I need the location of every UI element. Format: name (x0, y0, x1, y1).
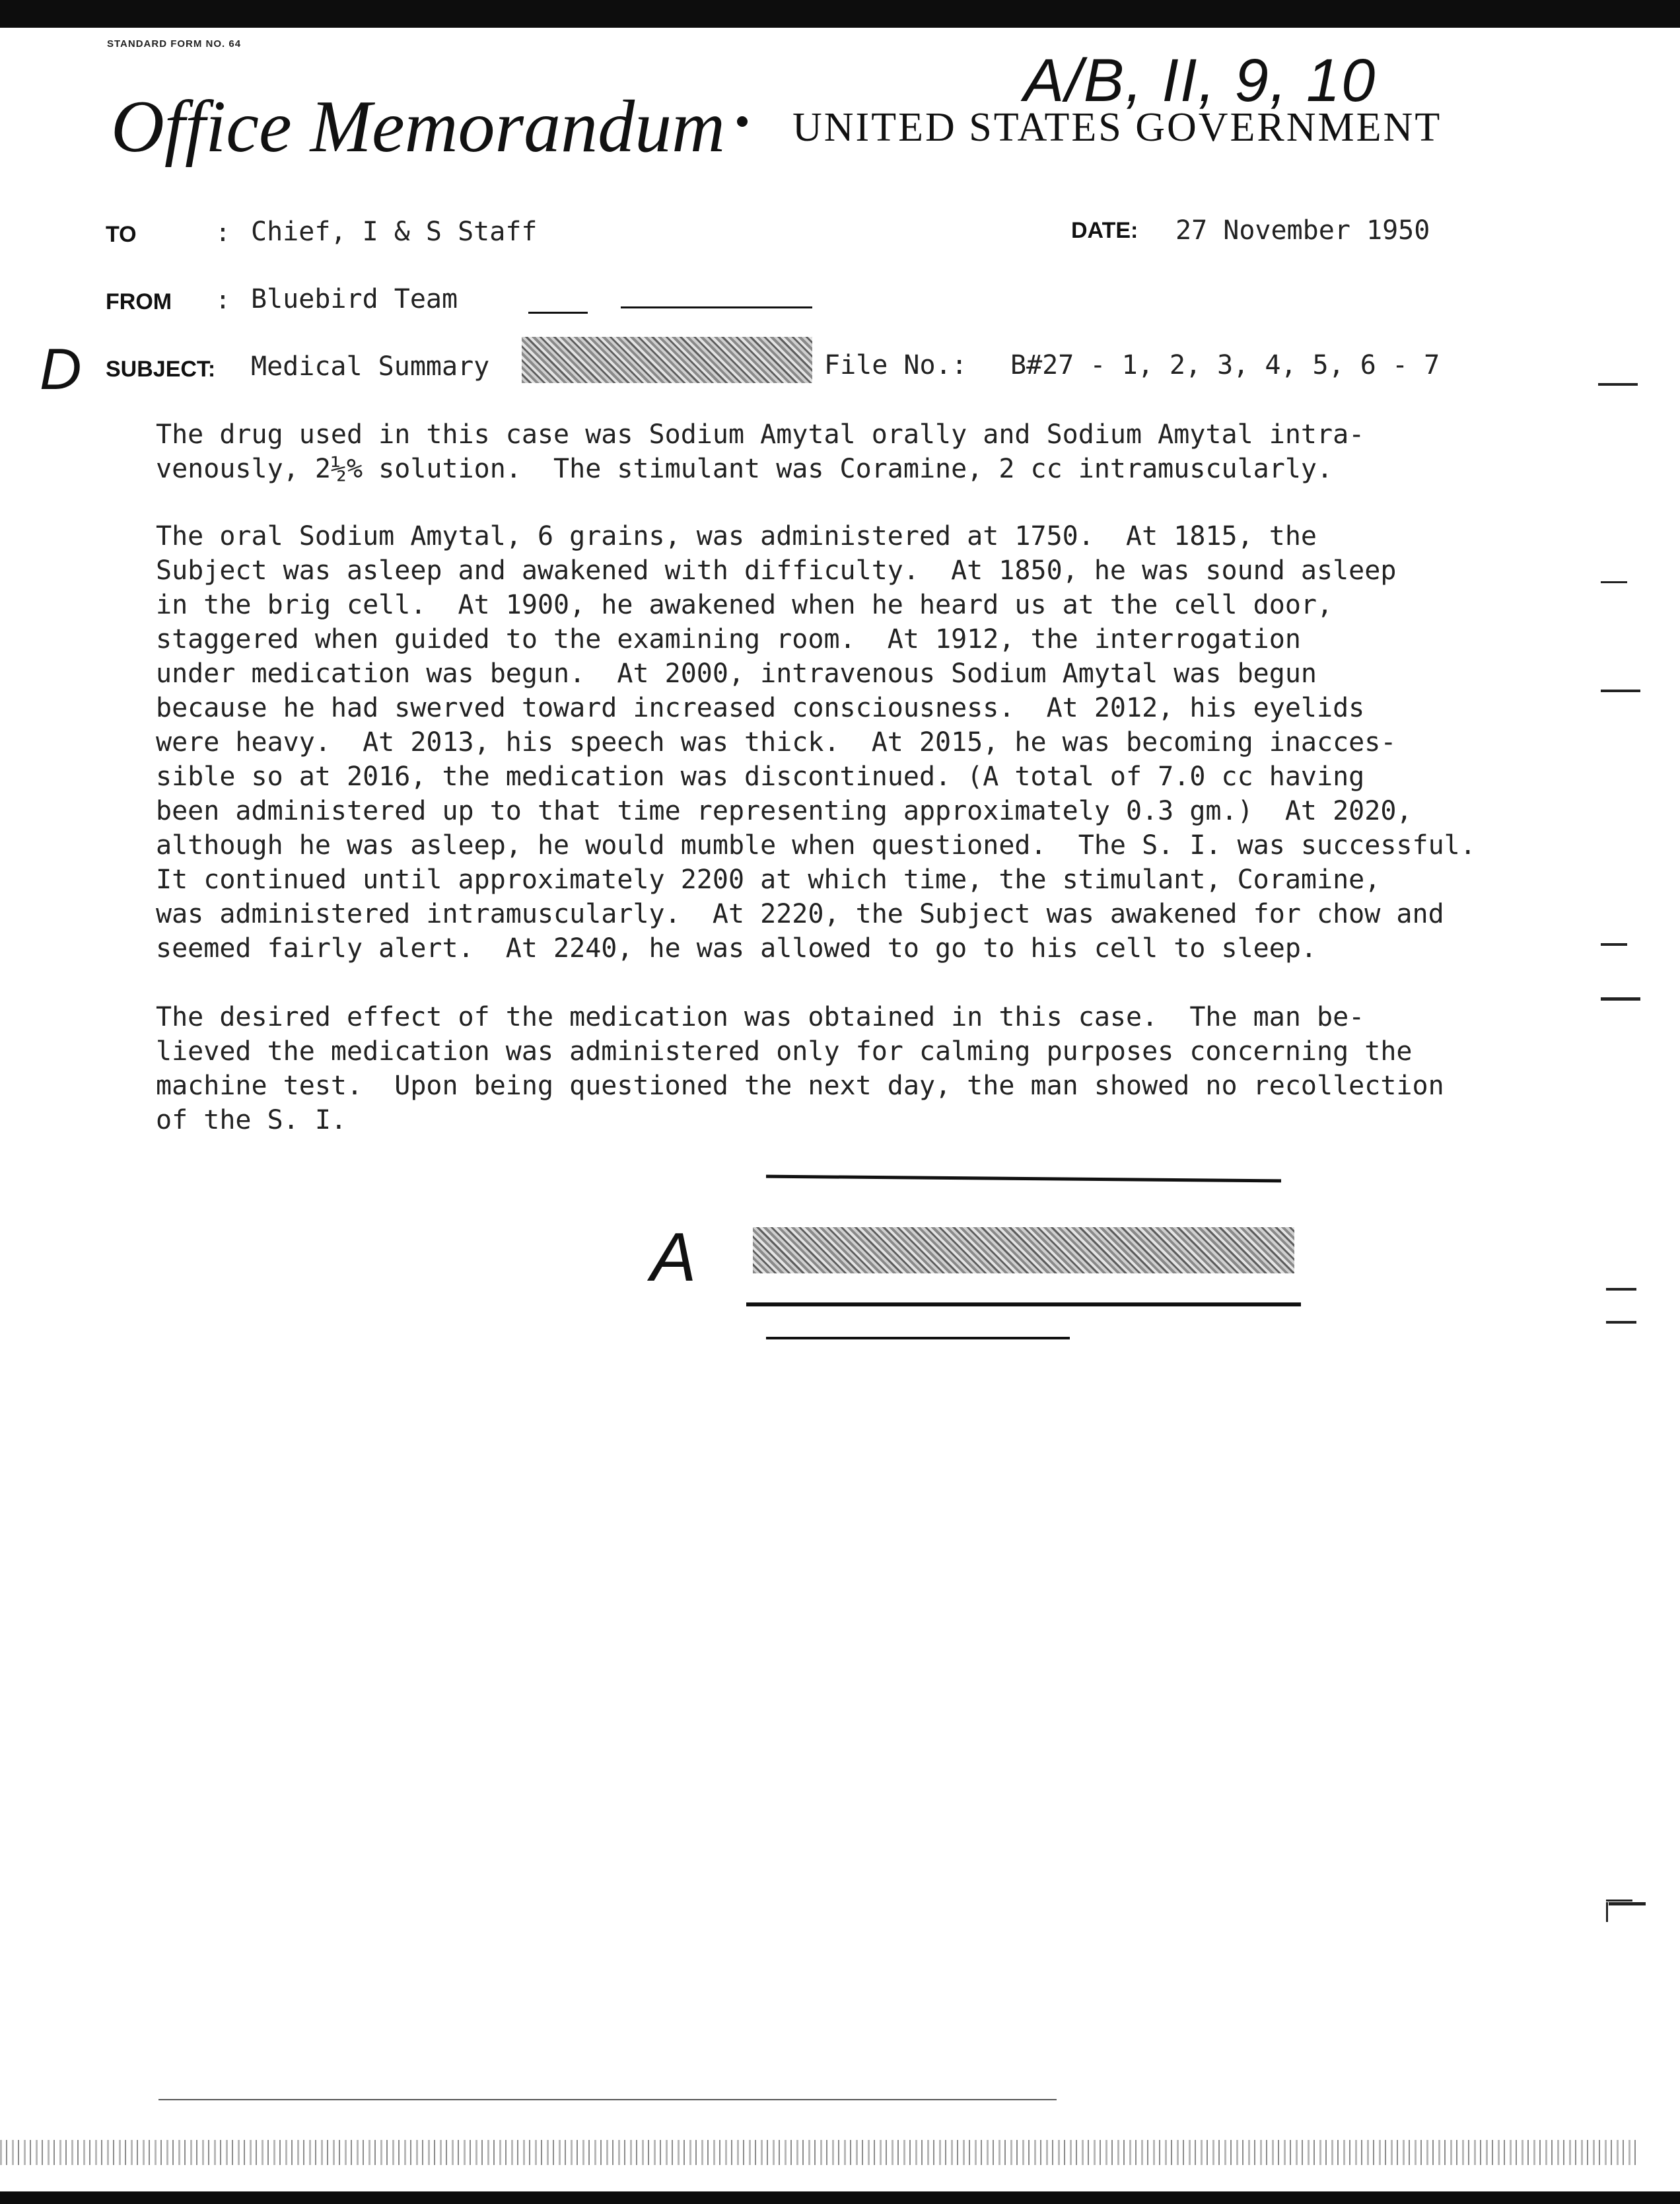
signature-rule-double (746, 1302, 1301, 1306)
paragraph-timeline (156, 519, 1556, 966)
text-line: was administered intramuscularly. At 2220, the Subject was awakened for chow and (156, 899, 1444, 929)
file-label: File No.: (824, 350, 967, 380)
from-rule-long (621, 306, 812, 308)
edge-mark (1601, 997, 1640, 1001)
text-line: It continued until approximately 2200 at which time, the stimulant, Coramine, (156, 865, 1381, 895)
edge-mark (1598, 383, 1638, 386)
edge-mark (1601, 581, 1627, 583)
edge-mark (1606, 1288, 1636, 1291)
date-label: DATE: (1071, 218, 1138, 243)
text-line: staggered when guided to the examining room. At 1912, the interrogation (156, 624, 1301, 655)
from-colon: : (215, 285, 230, 314)
text-line: sible so at 2016, the medication was discontinued. (A total of 7.0 cc having (156, 762, 1365, 792)
handwritten-letter-d: D (40, 336, 82, 402)
bottom-scan-noise (0, 2140, 1638, 2165)
signature-rule-top (766, 1175, 1281, 1183)
text-line: although he was asleep, he would mumble when questioned. The S. I. was successful. (156, 830, 1476, 861)
from-value: Bluebird Team (251, 284, 458, 314)
text-line: The desired effect of the medication was obtained in this case. The man be- (156, 1002, 1365, 1032)
text-line: of the S. I. (156, 1105, 347, 1135)
subject-redaction (522, 337, 812, 383)
signature-rule-bottom (766, 1337, 1070, 1339)
title-bullet (737, 116, 748, 127)
text-line: Subject was asleep and awakened with difficulty. At 1850, he was sound asleep (156, 555, 1397, 586)
text-line: because he had swerved toward increased consciousness. At 2012, his eyelids (156, 693, 1365, 723)
edge-mark (1606, 1900, 1632, 1902)
text-line: machine test. Upon being questioned the next day, the man showed no recollection (156, 1071, 1444, 1101)
to-colon: : (215, 218, 230, 247)
paragraph-outcome (156, 1000, 1556, 1137)
edge-mark (1609, 1902, 1646, 1905)
standard-form-number: STANDARD FORM NO. 64 (107, 38, 242, 50)
to-label: TO (106, 222, 137, 247)
text-line: lieved the medication was administered only for calming purposes concerning the (156, 1036, 1413, 1067)
subject-label: SUBJECT: (106, 357, 216, 382)
scan-top-border (0, 0, 1680, 28)
handwritten-letter-a: A (650, 1219, 697, 1296)
bottom-rule (158, 2099, 1057, 2100)
paragraph-drug (156, 417, 1556, 486)
edge-mark (1606, 1902, 1608, 1922)
text-line: The drug used in this case was Sodium Amytal orally and Sodium Amytal intra- (156, 419, 1365, 450)
text-line: venously, 2½% solution. The stimulant was Coramine, 2 cc intramuscularly. (156, 454, 1333, 484)
text-line: The oral Sodium Amytal, 6 grains, was administered at 1750. At 1815, the (156, 521, 1317, 551)
edge-mark (1601, 943, 1627, 946)
to-value: Chief, I & S Staff (251, 217, 538, 247)
date-value: 27 November 1950 (1175, 215, 1430, 246)
from-rule-short (528, 312, 588, 314)
text-line: under medication was begun. At 2000, intravenous Sodium Amytal was begun (156, 658, 1317, 689)
handwritten-file-reference: A/B, II, 9, 10 (1024, 47, 1377, 114)
text-line: in the brig cell. At 1900, he awakened when he heard us at the cell door, (156, 590, 1333, 620)
signature-redaction (753, 1227, 1294, 1273)
text-line: been administered up to that time representing approximately 0.3 gm.) At 2020, (156, 796, 1413, 826)
memo-title: Office Memorandum (111, 86, 726, 168)
text-line: seemed fairly alert. At 2240, he was allowed to go to his cell to sleep. (156, 933, 1317, 964)
edge-mark (1601, 690, 1640, 692)
subject-value: Medical Summary (251, 351, 490, 382)
government-heading: UNITED STATES GOVERNMENT (792, 105, 1442, 150)
edge-mark (1606, 1321, 1636, 1324)
scan-bottom-border (0, 2191, 1680, 2204)
text-line: were heavy. At 2013, his speech was thick. At 2015, he was becoming inacces- (156, 727, 1397, 758)
file-value: B#27 - 1, 2, 3, 4, 5, 6 - 7 (1010, 350, 1440, 380)
from-label: FROM (106, 289, 172, 314)
